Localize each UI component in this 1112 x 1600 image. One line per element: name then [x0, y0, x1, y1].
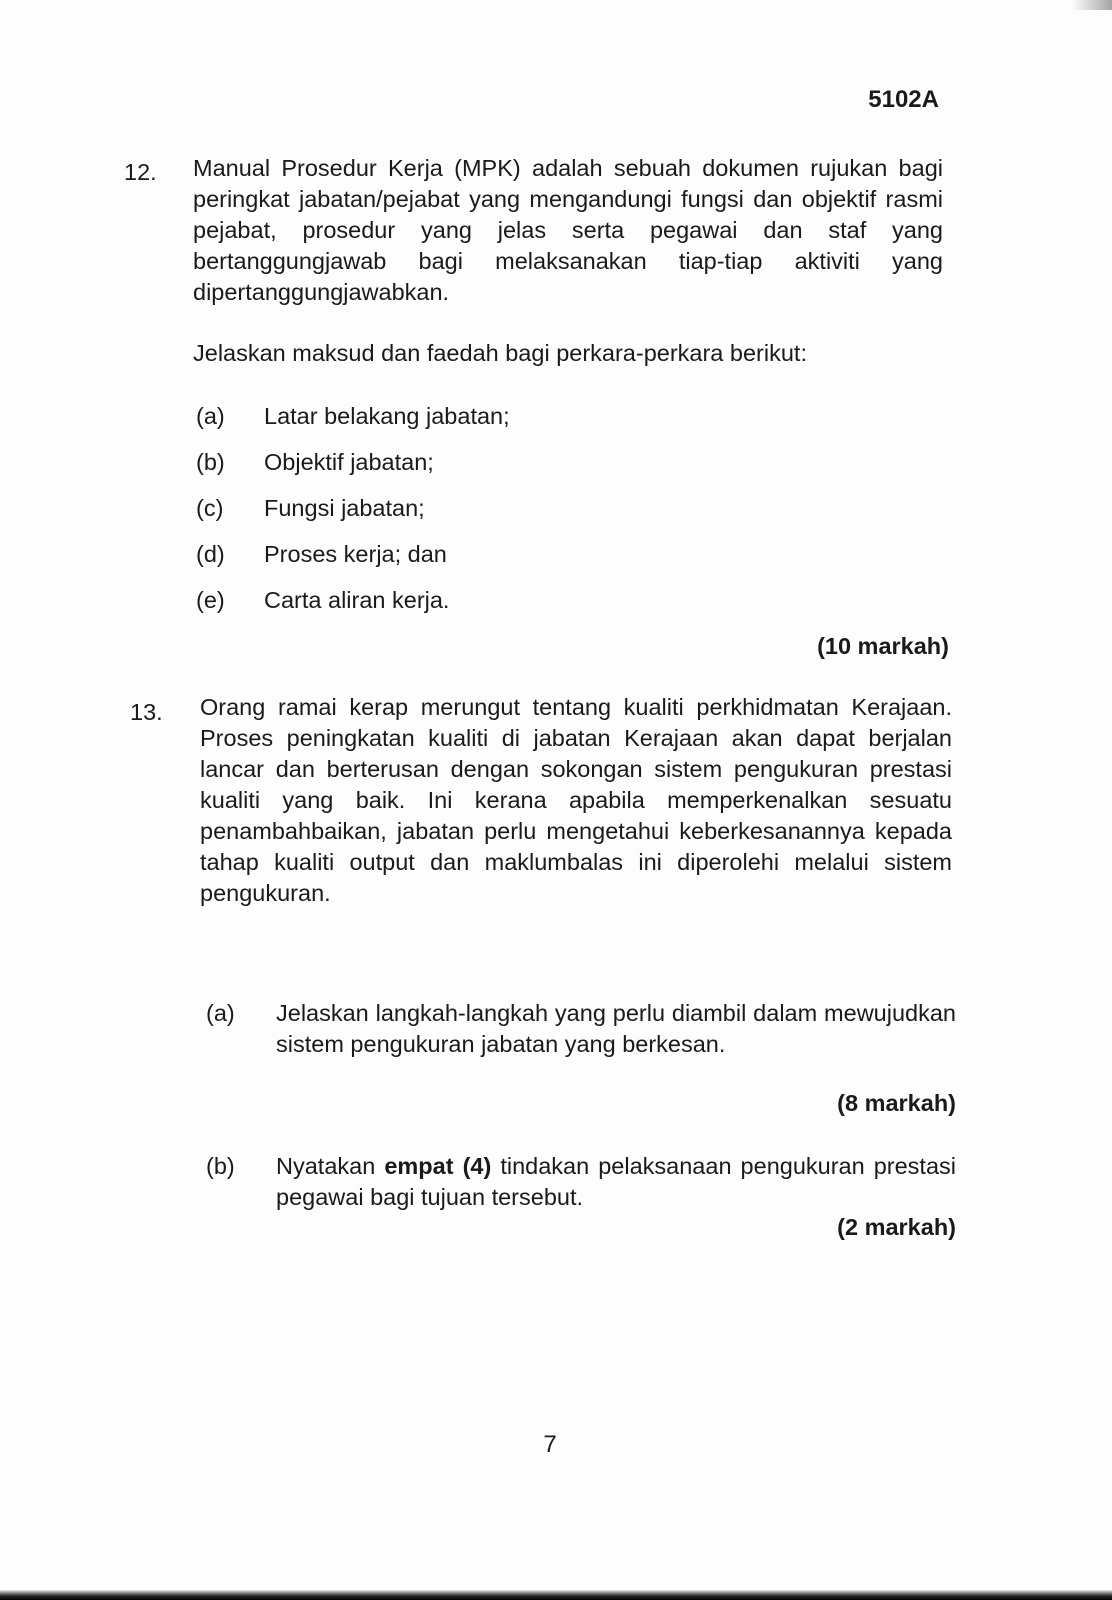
- question-12-number: 12.: [124, 159, 157, 185]
- part-a-label: (a): [206, 1000, 235, 1026]
- item-text: Fungsi jabatan;: [264, 495, 425, 521]
- list-item: [196, 447, 896, 493]
- item-text: Carta aliran kerja.: [264, 587, 450, 613]
- item-label: (e): [196, 587, 225, 613]
- item-label: (a): [196, 403, 225, 429]
- part-b-text-before: Nyatakan: [276, 1153, 385, 1179]
- item-text: Objektif jabatan;: [264, 449, 434, 475]
- page-number: 7: [543, 1431, 557, 1458]
- list-item: [196, 539, 896, 585]
- part-b-text-bold: empat (4): [384, 1153, 492, 1179]
- paper-code: 5102A: [868, 86, 939, 113]
- list-item: [196, 493, 896, 539]
- question-12-item-list: [196, 401, 896, 631]
- question-12-paragraph: Manual Prosedur Kerja (MPK) adalah sebuah dokumen rujukan bagi peringkat jabatan/pejabat yang mengandungi fungsi dan objektif rasmi pejabat, prosedur yang jelas serta pegawai dan staf yang bertanggungjawab bagi melaksanakan tiap-tiap aktiviti yang dipertanggungjawabkan.: [193, 155, 943, 305]
- part-b-text: [276, 1151, 956, 1213]
- item-label: (c): [196, 495, 224, 521]
- question-12-marks: (10 markah): [817, 633, 949, 659]
- question-13-part-b: [206, 1151, 956, 1213]
- question-13a-marks: (8 markah): [837, 1090, 956, 1116]
- item-label: (d): [196, 541, 225, 567]
- item-label: (b): [196, 449, 225, 475]
- question-13-paragraph: Orang ramai kerap merungut tentang kualiti perkhidmatan Kerajaan. Proses peningkatan kualiti di jabatan Kerajaan akan dapat berjalan lancar dan berterusan dengan sokongan sistem pengukuran prestasi kualiti yang baik. Ini kerana apabila memperkenalkan sesuatu penambahbaikan, jabatan perlu mengetahui keberkesanannya kepada tahap kualiti output dan maklumbalas ini diperolehi melalui sistem pengukuran.: [200, 694, 952, 906]
- scan-bottom-edge: [0, 1590, 1112, 1600]
- question-12-instruction: Jelaskan maksud dan faedah bagi perkara-perkara berikut:: [193, 340, 807, 366]
- question-13-part-a: [206, 998, 956, 1060]
- question-13-number: 13.: [130, 699, 163, 725]
- part-b-text-after: tindakan pelaksanaan pengukuran prestasi pegawai bagi tujuan tersebut.: [276, 1153, 957, 1210]
- part-b-label: (b): [206, 1153, 235, 1179]
- part-a-text: Jelaskan langkah-langkah yang perlu diambil dalam mewujudkan sistem pengukuran jabatan yang berkesan.: [276, 1000, 956, 1057]
- list-item: [196, 585, 896, 631]
- question-13b-marks: (2 markah): [837, 1214, 956, 1240]
- list-item: [196, 401, 896, 447]
- item-text: Proses kerja; dan: [264, 541, 447, 567]
- item-text: Latar belakang jabatan;: [264, 403, 510, 429]
- scan-corner-mark: [1072, 0, 1112, 10]
